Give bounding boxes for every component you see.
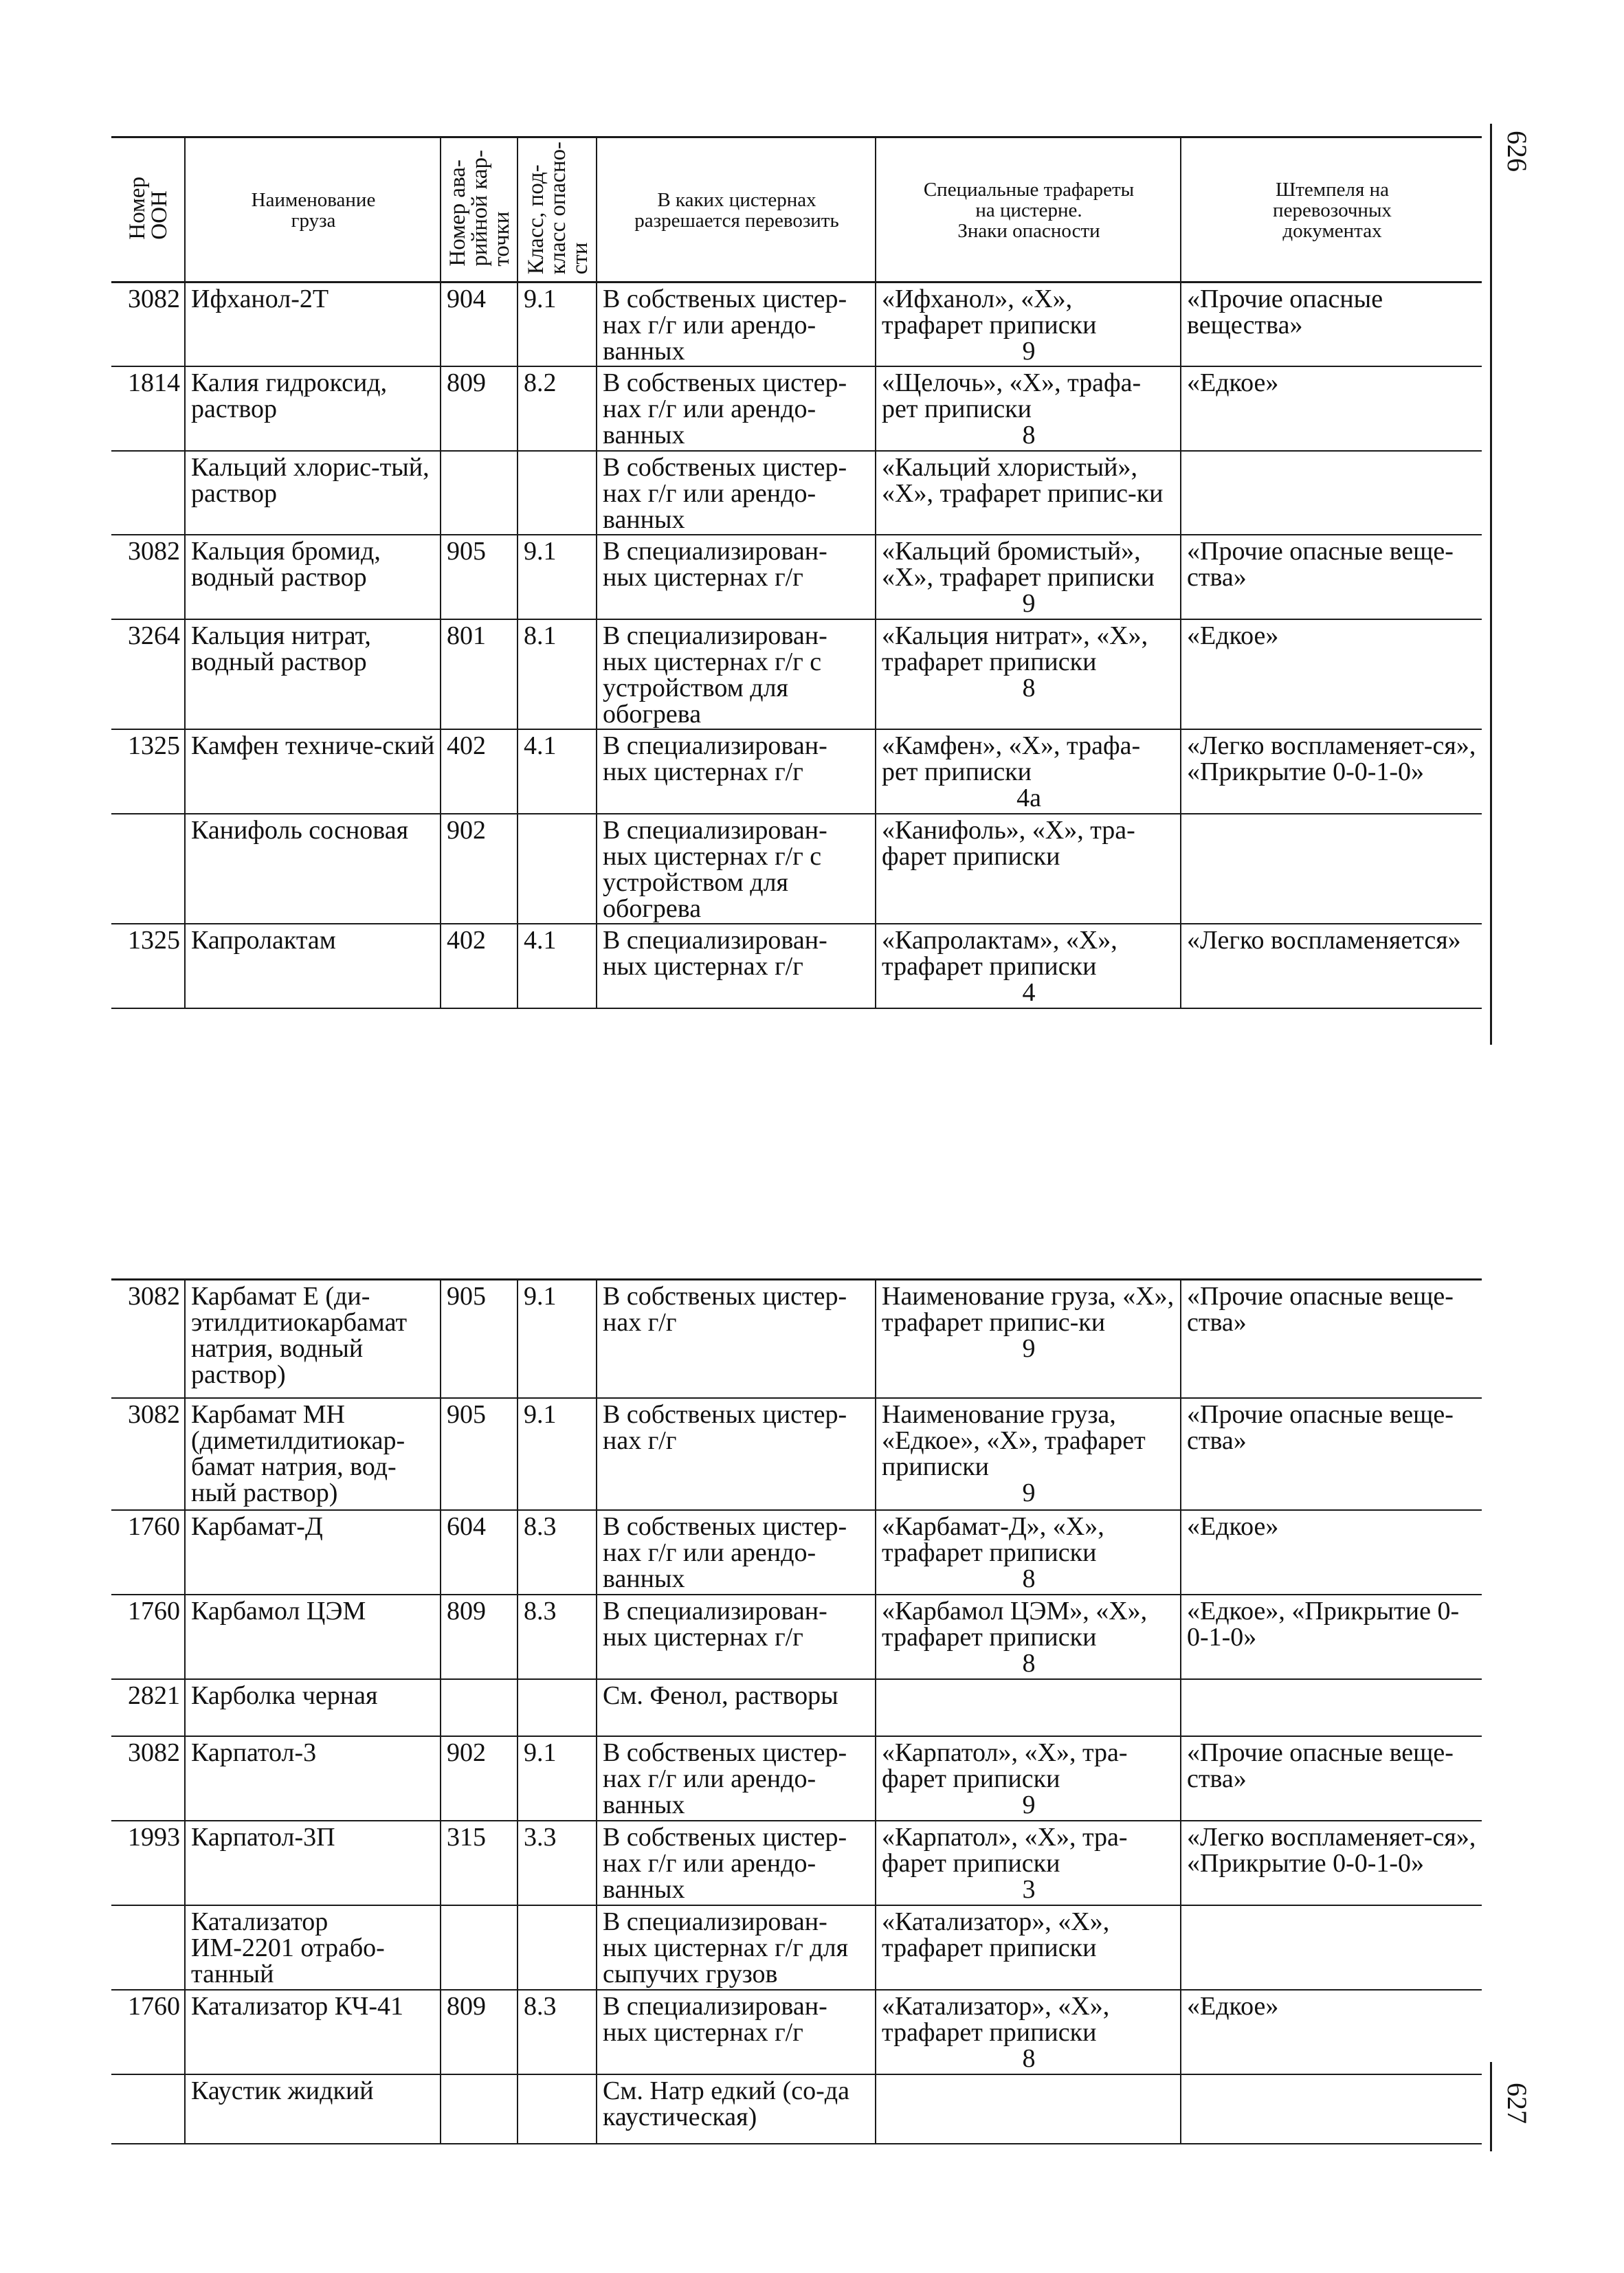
stencil-text: «Кальция нитрат», «Х», трафарет приписки: [882, 621, 1148, 676]
stencil-text: «Карбамол ЦЭМ», «Х», трафарет приписки: [882, 1597, 1148, 1652]
cargo-name: Карпатол-3П: [185, 1821, 441, 1905]
stencil-text: «Капролактам», «Х», трафарет приписки: [882, 926, 1117, 982]
header-tanks: В каких цистернах разрешается перевозить: [597, 137, 876, 282]
header-emergency-card: Номер ава- рийной кар- точки: [441, 137, 518, 282]
stencil-text: «Кальций хлористый», «Х», трафарет припис-ки: [882, 452, 1164, 508]
stencil-cell: [876, 1595, 1181, 1679]
hazard-class: 4.1: [518, 924, 597, 1008]
table-row: [111, 451, 1482, 535]
cargo-table-top: [111, 136, 1482, 1009]
hazard-sign: 3: [1022, 1875, 1036, 1905]
cargo-name: Капролактам: [185, 924, 441, 1008]
tank-conditions: В собственых цистер-нах г/г или арендо-ванных: [597, 1510, 876, 1595]
page-fold-rule-bottom: [1490, 2062, 1492, 2151]
tank-conditions: См. Натр едкий (со-да каустическая): [597, 2074, 876, 2144]
emergency-card: 904: [441, 282, 518, 367]
stencil-text: «Карпатол», «Х», тра-фарет приписки: [882, 1823, 1128, 1878]
header-row: [111, 137, 1482, 282]
emergency-card: 902: [441, 814, 518, 924]
hazard-sign: 9: [1022, 1790, 1036, 1820]
table-row: [111, 1398, 1482, 1510]
stencil-text: «Карпатол», «Х», тра-фарет приписки: [882, 1738, 1128, 1794]
hazard-class: 9.1: [518, 1280, 597, 1398]
emergency-card: [441, 1905, 518, 1990]
un-number: 3082: [111, 282, 185, 367]
un-number: 2821: [111, 1679, 185, 1736]
stencil-cell: [876, 924, 1181, 1008]
stencil-cell: [876, 1736, 1181, 1821]
stencil-text: «Щелочь», «Х», трафа-рет приписки: [882, 368, 1142, 424]
cargo-name: Ифханол-2Т: [185, 282, 441, 367]
tank-conditions: В специализирован-ных цистернах г/г с устройством для обогрева: [597, 814, 876, 924]
cargo-name: Каустик жидкий: [185, 2074, 441, 2144]
tank-conditions: В собственых цистер-нах г/г или арендо-ванных: [597, 366, 876, 450]
document-stamp: [1181, 2074, 1482, 2144]
cargo-name: Кальция бромид, водный раствор: [185, 535, 441, 619]
table-row: [111, 1679, 1482, 1736]
header-stencils: Специальные трафареты на цистерне. Знаки опасности: [876, 137, 1181, 282]
tank-conditions: В специализирован-ных цистернах г/г для сыпучих грузов: [597, 1905, 876, 1990]
tank-conditions: В специализирован-ных цистернах г/г: [597, 535, 876, 619]
table-row: [111, 282, 1482, 367]
document-stamp: [1181, 451, 1482, 535]
stencil-text: Наименование груза, «Х», трафарет припис-ки: [882, 1282, 1175, 1337]
emergency-card: [441, 2074, 518, 2144]
emergency-card: 402: [441, 924, 518, 1008]
stencil-cell: [876, 729, 1181, 813]
un-number: 1325: [111, 924, 185, 1008]
document-stamp: «Едкое»: [1181, 1510, 1482, 1595]
un-number: [111, 1905, 185, 1990]
un-number: 1993: [111, 1821, 185, 1905]
emergency-card: [441, 451, 518, 535]
stencil-cell: [876, 1990, 1181, 2074]
stencil-cell: [876, 1510, 1181, 1595]
document-stamp: «Легко воспламеняется»: [1181, 924, 1482, 1008]
hazard-sign: 4а: [1016, 784, 1041, 813]
hazard-sign: 8: [1022, 673, 1036, 702]
header-un-number: Номер ООН: [111, 137, 185, 282]
stencil-cell: [876, 1280, 1181, 1398]
stencil-cell: [876, 535, 1181, 619]
hazard-class: 8.2: [518, 366, 597, 450]
cargo-name: Карбамол ЦЭМ: [185, 1595, 441, 1679]
stencil-cell: [876, 814, 1181, 924]
cargo-name: Карбамат Е (ди-этилдитиокарбамат натрия, водный раствор): [185, 1280, 441, 1398]
document-stamp: «Едкое»: [1181, 619, 1482, 730]
table-row: [111, 1821, 1482, 1905]
stencil-cell: [876, 619, 1181, 730]
tank-conditions: В собственых цистер-нах г/г или арендо-ванных: [597, 282, 876, 367]
stencil-text: «Ифханол», «Х», трафарет приписки: [882, 285, 1097, 340]
stencil-text: «Камфен», «Х», трафа-рет приписки: [882, 731, 1141, 787]
emergency-card: [441, 1679, 518, 1736]
tank-conditions: В собственых цистер-нах г/г или арендо-ванных: [597, 451, 876, 535]
tank-conditions: В собственых цистер-нах г/г: [597, 1398, 876, 1510]
hazard-sign: 4: [1022, 978, 1036, 1008]
cargo-name: Камфен техниче-ский: [185, 729, 441, 813]
cargo-name: Калия гидроксид, раствор: [185, 366, 441, 450]
stencil-text: «Карбамат-Д», «Х», трафарет приписки: [882, 1512, 1104, 1568]
document-stamp: «Едкое», «Прикрытие 0-0-1-0»: [1181, 1595, 1482, 1679]
un-number: [111, 2074, 185, 2144]
header-cargo-name: Наименование груза: [185, 137, 441, 282]
emergency-card: 604: [441, 1510, 518, 1595]
tank-conditions: В собственых цистер-нах г/г или арендо-ванных: [597, 1736, 876, 1821]
hazard-class: 9.1: [518, 1736, 597, 1821]
hazard-class: 8.3: [518, 1990, 597, 2074]
tank-conditions: В специализирован-ных цистернах г/г: [597, 729, 876, 813]
emergency-card: 315: [441, 1821, 518, 1905]
cargo-name: Кальций хлорис-тый, раствор: [185, 451, 441, 535]
emergency-card: 801: [441, 619, 518, 730]
hazard-class: [518, 2074, 597, 2144]
tank-conditions: В специализирован-ных цистернах г/г: [597, 924, 876, 1008]
tank-conditions: В специализирован-ных цистернах г/г: [597, 1990, 876, 2074]
cargo-name: Карпатол-3: [185, 1736, 441, 1821]
hazard-class: [518, 814, 597, 924]
emergency-card: 809: [441, 366, 518, 450]
table-row: [111, 729, 1482, 813]
stencil-cell: [876, 282, 1181, 367]
hazard-sign: 8: [1022, 2044, 1036, 2074]
document-stamp: «Прочие опасные веще-ства»: [1181, 535, 1482, 619]
un-number: 3082: [111, 1398, 185, 1510]
document-stamp: [1181, 814, 1482, 924]
document-stamp: «Прочие опасные веще-ства»: [1181, 1398, 1482, 1510]
stencil-text: «Катализатор», «Х», трафарет приписки: [882, 1992, 1110, 2048]
un-number: 3082: [111, 535, 185, 619]
tank-conditions: В специализирован-ных цистернах г/г с устройством для обогрева: [597, 619, 876, 730]
hazard-class: 8.3: [518, 1595, 597, 1679]
table-row: [111, 535, 1482, 619]
document-stamp: «Прочие опасные веще-ства»: [1181, 1280, 1482, 1398]
tank-conditions: См. Фенол, растворы: [597, 1679, 876, 1736]
hazard-class: [518, 451, 597, 535]
un-number: 3082: [111, 1280, 185, 1398]
emergency-card: 809: [441, 1595, 518, 1679]
page-number-bottom: 627: [1502, 2083, 1533, 2124]
hazard-sign: 8: [1022, 1649, 1036, 1678]
header-hazard-class: Класс, под- класс опасно- сти: [518, 137, 597, 282]
document-stamp: «Прочие опасные вещества»: [1181, 282, 1482, 367]
document-stamp: «Едкое»: [1181, 366, 1482, 450]
header-stamps: Штемпеля на перевозочных документах: [1181, 137, 1482, 282]
table-row: [111, 1280, 1482, 1398]
un-number: 1760: [111, 1990, 185, 2074]
hazard-sign: 9: [1022, 1334, 1036, 1363]
hazard-class: [518, 1905, 597, 1990]
tank-conditions: В собственых цистер-нах г/г или арендо-ванных: [597, 1821, 876, 1905]
emergency-card: 902: [441, 1736, 518, 1821]
stencil-cell: [876, 1905, 1181, 1990]
emergency-card: 905: [441, 535, 518, 619]
un-number: 1325: [111, 729, 185, 813]
document-stamp: «Прочие опасные веще-ства»: [1181, 1736, 1482, 1821]
stencil-cell: [876, 451, 1181, 535]
table-row: [111, 814, 1482, 924]
table-row: [111, 1595, 1482, 1679]
cargo-table-bottom: [111, 1278, 1482, 2144]
stencil-cell: [876, 2074, 1181, 2144]
document-stamp: «Легко воспламеняет-ся», «Прикрытие 0-0-1-0»: [1181, 729, 1482, 813]
table-row: [111, 2074, 1482, 2144]
hazard-class: 9.1: [518, 282, 597, 367]
un-number: [111, 814, 185, 924]
hazard-sign: 8: [1022, 421, 1036, 450]
hazard-class: 4.1: [518, 729, 597, 813]
stencil-text: «Катализатор», «Х», трафарет приписки: [882, 1907, 1110, 1963]
document-stamp: [1181, 1679, 1482, 1736]
page-fold-rule-top: [1490, 124, 1492, 1045]
hazard-class: 8.3: [518, 1510, 597, 1595]
un-number: 1760: [111, 1510, 185, 1595]
cargo-name: Канифоль сосновая: [185, 814, 441, 924]
cargo-name: Катализатор ИМ-2201 отрабо-танный: [185, 1905, 441, 1990]
hazard-class: [518, 1679, 597, 1736]
stencil-cell: [876, 1398, 1181, 1510]
emergency-card: 402: [441, 729, 518, 813]
hazard-class: 9.1: [518, 535, 597, 619]
tank-conditions: В специализирован-ных цистернах г/г: [597, 1595, 876, 1679]
table-row: [111, 924, 1482, 1008]
cargo-name: Карболка черная: [185, 1679, 441, 1736]
un-number: 3082: [111, 1736, 185, 1821]
document-stamp: [1181, 1905, 1482, 1990]
table-row: [111, 366, 1482, 450]
stencil-cell: [876, 366, 1181, 450]
table-row: [111, 619, 1482, 730]
emergency-card: 905: [441, 1280, 518, 1398]
stencil-cell: [876, 1821, 1181, 1905]
un-number: 1814: [111, 366, 185, 450]
stencil-text: «Кальций бромистый», «Х», трафарет приписки: [882, 537, 1155, 592]
document-stamp: «Едкое»: [1181, 1990, 1482, 2074]
page-number-top: 626: [1502, 131, 1533, 172]
tank-conditions: В собственых цистер-нах г/г: [597, 1280, 876, 1398]
hazard-sign: 9: [1022, 1478, 1036, 1507]
un-number: [111, 451, 185, 535]
cargo-name: Катализатор КЧ-41: [185, 1990, 441, 2074]
table-row: [111, 1510, 1482, 1595]
hazard-class: 3.3: [518, 1821, 597, 1905]
hazard-class: 9.1: [518, 1398, 597, 1510]
stencil-cell: [876, 1679, 1181, 1736]
cargo-name: Кальция нитрат, водный раствор: [185, 619, 441, 730]
un-number: 1760: [111, 1595, 185, 1679]
table-row: [111, 1990, 1482, 2074]
stencil-text: «Канифоль», «Х», тра-фарет приписки: [882, 815, 1135, 871]
hazard-sign: 9: [1022, 337, 1036, 366]
document-stamp: «Легко воспламеняет-ся», «Прикрытие 0-0-1-0»: [1181, 1821, 1482, 1905]
hazard-class: 8.1: [518, 619, 597, 730]
table-row: [111, 1905, 1482, 1990]
emergency-card: 905: [441, 1398, 518, 1510]
emergency-card: 809: [441, 1990, 518, 2074]
cargo-name: Карбамат-Д: [185, 1510, 441, 1595]
hazard-sign: 8: [1022, 1564, 1036, 1594]
table-row: [111, 1736, 1482, 1821]
cargo-name: Карбамат МН (диметилдитиокар-бамат натрия, вод-ный раствор): [185, 1398, 441, 1510]
un-number: 3264: [111, 619, 185, 730]
stencil-text: Наименование груза, «Едкое», «Х», трафарет приписки: [882, 1399, 1146, 1481]
hazard-sign: 9: [1022, 589, 1036, 619]
